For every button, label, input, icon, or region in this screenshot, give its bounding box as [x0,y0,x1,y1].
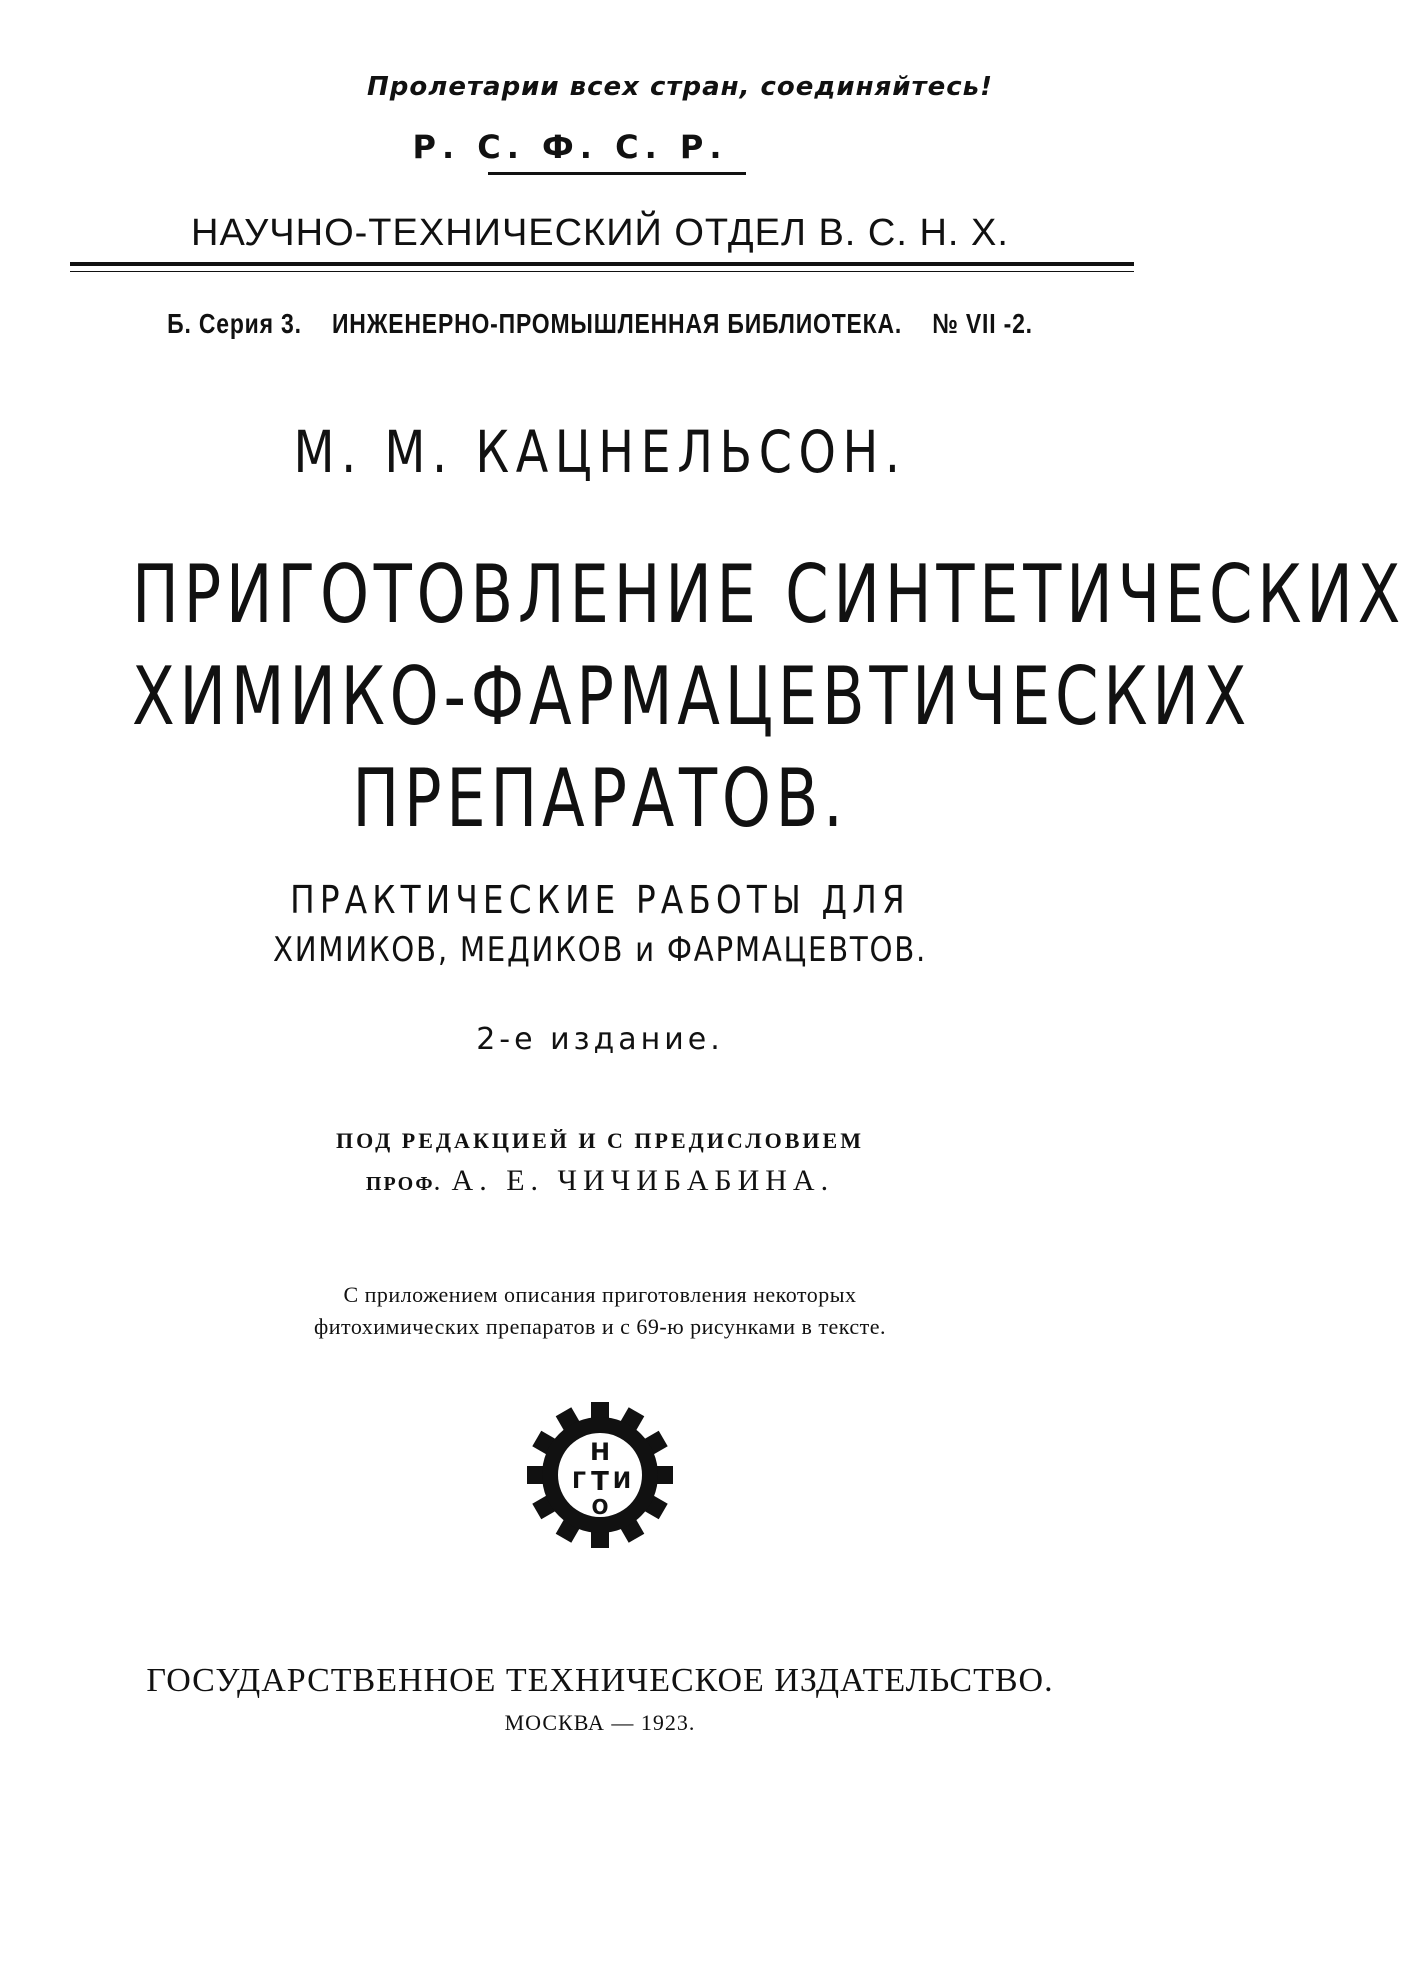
emblem-letter-o: О [591,1495,609,1519]
department-name: НАУЧНО-ТЕХНИЧЕСКИЙ ОТДЕЛ В. С. Н. Х. [191,212,1009,254]
editor-line-2 [0,1164,1200,1198]
emblem-letter-g: Г [571,1469,587,1494]
header-rule-thin [70,271,1134,272]
series-library: ИНЖЕНЕРНО-ПРОМЫШЛЕННАЯ БИБЛИОТЕКА. [331,308,903,339]
publisher-name: ГОСУДАРСТВЕННОЕ ТЕХНИЧЕСКОЕ ИЗДАТЕЛЬСТВО. [146,1662,1054,1699]
author-name: М. М. КАЦНЕЛЬСОН. [293,418,907,486]
header-rule-thick [70,262,1134,266]
state-underline [488,172,746,175]
editor-name: А. Е. ЧИЧИБАБИНА. [451,1164,835,1197]
appendix-line-1: С приложением описания приготовления некоторых [343,1282,857,1307]
edition-label: 2-е издание. [476,1022,724,1057]
editor-prefix: ПРОФ. [365,1173,442,1195]
slogan: Пролетарии всех стран, соединяйтесь! [367,72,993,102]
title-line-2: ХИМИКО-ФАРМАЦЕВТИЧЕСКИХ [132,650,1252,743]
series-line [108,308,1092,340]
title-line-3: ПРЕПАРАТОВ. [352,752,848,845]
series-number: № VII -2. [932,308,1033,339]
emblem-letter-i: И [612,1469,632,1494]
emblem-letter-n: Н [589,1438,611,1466]
appendix-line-2: фитохимических препаратов и с 69-ю рисунками в тексте. [313,1314,887,1339]
state-name: Р. С. Ф. С. Р. [412,128,728,166]
editor-line-1: ПОД РЕДАКЦИЕЙ И С ПРЕДИСЛОВИЕМ [336,1128,864,1153]
title-line-1: ПРИГОТОВЛЕНИЕ СИНТЕТИЧЕСКИХ [132,548,1405,641]
series-label: Б. Серия 3. [167,308,302,339]
publisher-city-year: МОСКВА — 1923. [504,1710,696,1735]
emblem-letter-t: Т [591,1467,609,1497]
subtitle-line-1: ПРАКТИЧЕСКИЕ РАБОТЫ ДЛЯ [290,878,910,922]
gear-emblem-icon [525,1400,675,1550]
subtitle-line-2: ХИМИКОВ, МЕДИКОВ и ФАРМАЦЕВТОВ. [272,930,928,970]
